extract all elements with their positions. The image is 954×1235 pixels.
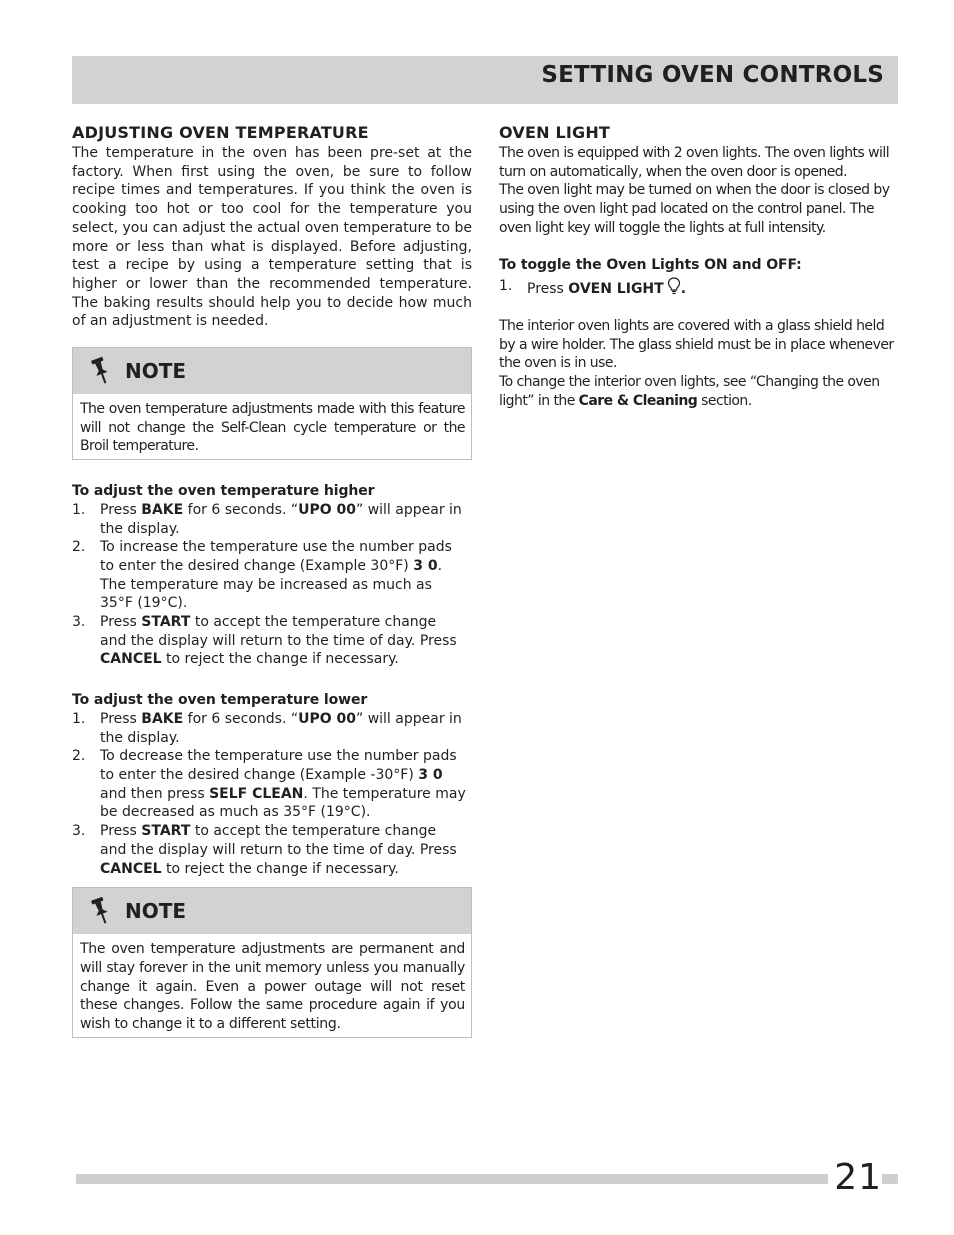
steps-higher <box>72 501 472 669</box>
list-item <box>72 747 472 822</box>
oven-light-paragraph-3: The interior oven lights are covered with a glass shield held by a wire holder. The glass shield must be in place whenever the oven is in use. <box>499 317 894 372</box>
note-box-2 <box>72 887 472 1038</box>
pushpin-icon <box>89 896 113 926</box>
subhead-higher: To adjust the oven temperature higher <box>72 483 375 500</box>
oven-light-paragraph-2: The oven light may be turned on when the door is closed by using the oven light pad located on the control panel. The oven light key will toggle the lights at full intensity. <box>499 182 890 236</box>
note-body <box>73 394 471 459</box>
list-item <box>72 822 472 878</box>
note-label: NOTE <box>125 359 187 384</box>
list-item <box>499 277 899 299</box>
step-text: Press OVEN LIGHT . <box>527 277 899 299</box>
intro-paragraph: The temperature in the oven has been pre-set at the factory. When first using the oven, be sure to follow recipe times and temperatures. If you think the oven is cooking too hot or too cool for the temperature you select, you can adjust the actual oven temperature to be more or less than what is displayed. Before adjusting, test a recipe by using a temperature setting that is higher or lower than the recommended temperature. The baking results should help you to decide how much of an adjustment is needed. <box>72 145 472 330</box>
step-text: Press START to accept the temperature change and the display will return to the time of day. Press CANCEL to reject the change if necessary. <box>100 823 457 877</box>
list-item <box>72 710 472 747</box>
step-text: To decrease the temperature use the number pads to enter the desired change (Example -30°F) 3 0 and then press SELF CLEAN. The temperature may be decreased as much as 35°F (19°C). <box>100 748 466 821</box>
note-label: NOTE <box>125 899 187 924</box>
subhead-toggle: To toggle the Oven Lights ON and OFF: <box>499 256 802 273</box>
list-item <box>72 501 472 538</box>
header-bar <box>72 56 898 104</box>
page-number: 21 <box>828 1158 882 1198</box>
step-text: Press START to accept the temperature change and the display will return to the time of day. Press CANCEL to reject the change if necessary. <box>100 614 457 668</box>
steps-lower <box>72 710 472 878</box>
note-text: The oven temperature adjustments are permanent and will stay forever in the unit memory unless you manually change it again. Even a power outage will not reset these changes. Follow the same procedure again if you wish to change it to a different setting. <box>80 941 465 1033</box>
step-text: To increase the temperature use the number pads to enter the desired change (Example 30°F) 3 0. The temperature may be increased as much as 35°F (19°C). <box>100 539 452 612</box>
subhead-lower: To adjust the oven temperature lower <box>72 692 368 709</box>
step-number: 1. <box>72 501 86 518</box>
note-body <box>73 934 471 1037</box>
note-text: The oven temperature adjustments made with this feature will not change the Self-Clean cycle temperature or the Broil temperature. <box>80 401 465 455</box>
step-number: 2. <box>72 539 86 556</box>
step-number: 1. <box>499 278 513 295</box>
note-header <box>73 888 471 934</box>
right-column <box>499 122 899 410</box>
footer-bar <box>76 1174 898 1184</box>
steps-toggle <box>499 277 899 299</box>
section-heading-adjusting: ADJUSTING OVEN TEMPERATURE <box>72 123 369 142</box>
pushpin-icon <box>89 356 113 386</box>
step-number: 2. <box>72 748 86 765</box>
step-text: Press BAKE for 6 seconds. “UPO 00” will appear in the display. <box>100 501 462 537</box>
list-item <box>72 538 472 613</box>
step-number: 3. <box>72 614 86 631</box>
page-title: SETTING OVEN CONTROLS <box>541 62 884 88</box>
oven-light-paragraph-1: The oven is equipped with 2 oven lights. The oven lights will turn on automatically, when the oven door is opened. <box>499 145 890 180</box>
note-header <box>73 348 471 394</box>
step-text: Press BAKE for 6 seconds. “UPO 00” will appear in the display. <box>100 710 462 746</box>
light-bulb-icon <box>667 277 681 295</box>
section-heading-oven-light: OVEN LIGHT <box>499 123 611 142</box>
list-item <box>72 613 472 669</box>
step-number: 1. <box>72 710 86 727</box>
oven-light-paragraph-4: To change the interior oven lights, see “Changing the oven light” in the Care & Cleaning section. <box>499 374 880 409</box>
step-number: 3. <box>72 823 86 840</box>
left-column <box>72 122 472 1038</box>
note-box-1 <box>72 347 472 460</box>
